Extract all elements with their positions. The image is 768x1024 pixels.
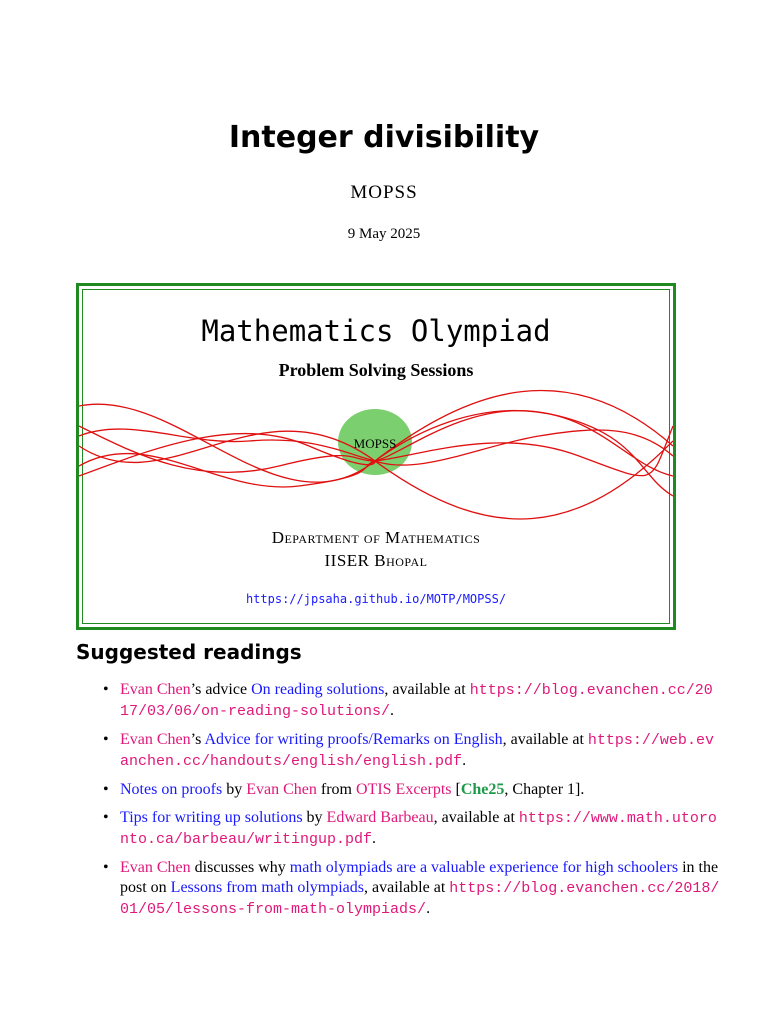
article-link[interactable]: Tips for writing up solutions	[120, 809, 303, 826]
author-link[interactable]: Evan Chen	[120, 681, 191, 698]
banner-url-link[interactable]: https://jpsaha.github.io/MOTP/MOPSS/	[245, 592, 507, 606]
article-link[interactable]: math olympiads are a valuable experience for high schoolers	[289, 859, 679, 876]
url-link[interactable]: https://www.math.utoronto.ca/barbeau/writingup.pdf	[120, 810, 717, 848]
readings-list	[120, 680, 720, 928]
document-title: Integer divisibility	[228, 120, 540, 155]
badge-label: MOPSS	[353, 436, 397, 451]
banner-title: Mathematics Olympiad	[201, 314, 551, 348]
document-date: 9 May 2025	[347, 226, 421, 242]
citation-link[interactable]: Che25	[460, 781, 505, 798]
article-link[interactable]: On reading solutions	[251, 681, 385, 698]
text: , Chapter 1].	[504, 781, 585, 798]
text: by	[302, 809, 327, 826]
reading-item	[120, 730, 720, 772]
text: ’s	[190, 731, 205, 748]
document-author: MOPSS	[350, 182, 418, 203]
url-link[interactable]: https://blog.evanchen.cc/2017/03/06/on-reading-solutions/	[120, 682, 713, 720]
text: in the post on	[120, 859, 719, 896]
article-link[interactable]: Notes on proofs	[120, 781, 223, 798]
url-link[interactable]: https://web.evanchen.cc/handouts/english/english.pdf	[120, 732, 714, 770]
text: .	[426, 900, 431, 917]
text: from	[316, 781, 356, 798]
banner-subtitle: Problem Solving Sessions	[278, 360, 474, 380]
section-heading: Suggested readings	[76, 640, 302, 664]
url-link[interactable]: https://blog.evanchen.cc/2018/01/05/lessons-from-math-olympiads/	[120, 880, 720, 918]
article-link[interactable]: Advice for writing proofs/Remarks on English	[204, 731, 503, 748]
text: , available at	[363, 879, 450, 896]
banner-department: Department of Mathematics	[271, 528, 481, 547]
text: .	[372, 830, 377, 847]
text: by	[222, 781, 247, 798]
reading-item	[120, 680, 720, 722]
sine-waves-graphic	[79, 386, 673, 526]
source-link[interactable]: OTIS Excerpts	[355, 781, 452, 798]
text: , available at	[384, 681, 470, 698]
author-link[interactable]: Evan Chen	[246, 781, 317, 798]
article-link-2[interactable]: Lessons from math olympiads	[170, 879, 364, 896]
text: ’s advice	[190, 681, 252, 698]
text: .	[390, 702, 395, 719]
text: discusses why	[190, 859, 290, 876]
mopss-banner	[76, 283, 676, 630]
text: [	[451, 781, 461, 798]
author-link[interactable]: Evan Chen	[120, 731, 191, 748]
author-link[interactable]: Edward Barbeau	[326, 809, 434, 826]
reading-item	[120, 808, 720, 850]
banner-institute: IISER Bhopal	[324, 551, 428, 570]
reading-item	[120, 780, 720, 800]
text: .	[462, 752, 467, 769]
text: , available at	[433, 809, 519, 826]
author-link[interactable]: Evan Chen	[120, 859, 191, 876]
text: , available at	[502, 731, 588, 748]
reading-item	[120, 858, 720, 920]
